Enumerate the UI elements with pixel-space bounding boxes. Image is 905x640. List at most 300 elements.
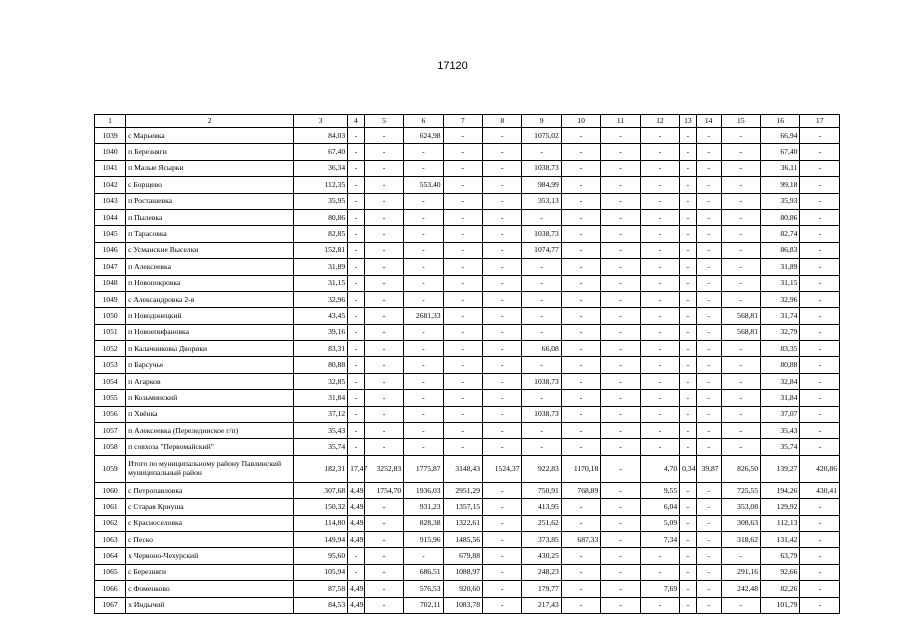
value-cell: 251,62 <box>522 515 561 531</box>
value-cell: - <box>680 482 697 498</box>
value-cell: - <box>640 308 679 324</box>
row-number: 1061 <box>95 499 126 515</box>
value-cell: - <box>364 515 403 531</box>
value-cell: 1075,02 <box>522 128 561 144</box>
value-cell: - <box>483 439 522 455</box>
value-cell: - <box>443 177 482 193</box>
value-cell: 37,07 <box>761 406 800 422</box>
value-cell: 35,95 <box>294 193 348 209</box>
value-cell: 553,40 <box>404 177 443 193</box>
value-cell: - <box>680 144 697 160</box>
value-cell: - <box>348 390 365 406</box>
column-header-14: 14 <box>696 115 721 128</box>
value-cell: - <box>696 160 721 176</box>
settlement-name: п Березняги <box>126 144 294 160</box>
value-cell: - <box>404 160 443 176</box>
value-cell: - <box>696 275 721 291</box>
table-row <box>95 373 840 389</box>
value-cell: - <box>601 423 640 439</box>
column-header-16: 16 <box>761 115 800 128</box>
value-cell: - <box>601 482 640 498</box>
value-cell: 826,50 <box>721 455 760 482</box>
value-cell: 4,49 <box>348 515 365 531</box>
value-cell: - <box>601 324 640 340</box>
value-cell: 32,85 <box>294 373 348 389</box>
value-cell: 984,99 <box>522 177 561 193</box>
row-number: 1056 <box>95 406 126 422</box>
value-cell: 2681,33 <box>404 308 443 324</box>
value-cell: 6,04 <box>640 499 679 515</box>
value-cell: - <box>443 373 482 389</box>
value-cell: - <box>561 128 600 144</box>
value-cell: - <box>696 406 721 422</box>
value-cell: - <box>640 373 679 389</box>
value-cell: - <box>696 128 721 144</box>
value-cell: - <box>364 324 403 340</box>
value-cell: - <box>721 291 760 307</box>
value-cell: - <box>443 308 482 324</box>
value-cell: - <box>483 597 522 613</box>
value-cell: 931,23 <box>404 499 443 515</box>
value-cell: - <box>483 308 522 324</box>
value-cell: 7,69 <box>640 581 679 597</box>
value-cell: - <box>680 242 697 258</box>
value-cell: - <box>680 341 697 357</box>
table-body <box>95 128 840 614</box>
value-cell: 828,38 <box>404 515 443 531</box>
value-cell: - <box>640 548 679 564</box>
row-number: 1050 <box>95 308 126 324</box>
value-cell: - <box>561 324 600 340</box>
value-cell: - <box>680 581 697 597</box>
value-cell: 67,40 <box>761 144 800 160</box>
value-cell: - <box>561 193 600 209</box>
value-cell: 1936,03 <box>404 482 443 498</box>
column-header-17: 17 <box>800 115 840 128</box>
value-cell: - <box>680 275 697 291</box>
value-cell: - <box>601 128 640 144</box>
value-cell: - <box>696 177 721 193</box>
value-cell: - <box>800 144 840 160</box>
value-cell: - <box>601 455 640 482</box>
value-cell: 17,47 <box>348 455 365 482</box>
value-cell: - <box>640 209 679 225</box>
value-cell: 86,83 <box>761 242 800 258</box>
value-cell: - <box>561 564 600 580</box>
value-cell: 242,48 <box>721 581 760 597</box>
value-cell: 3252,83 <box>364 455 403 482</box>
value-cell: 150,32 <box>294 499 348 515</box>
value-cell: - <box>800 341 840 357</box>
value-cell: 31,15 <box>294 275 348 291</box>
value-cell: - <box>483 177 522 193</box>
value-cell: 353,13 <box>522 193 561 209</box>
value-cell: - <box>483 531 522 547</box>
value-cell: 1357,15 <box>443 499 482 515</box>
table-row <box>95 564 840 580</box>
value-cell: - <box>483 564 522 580</box>
value-cell: - <box>404 341 443 357</box>
settlement-name: с Борщево <box>126 177 294 193</box>
value-cell: 1038,73 <box>522 373 561 389</box>
value-cell: 725,55 <box>721 482 760 498</box>
value-cell: - <box>348 548 365 564</box>
value-cell: 63,79 <box>761 548 800 564</box>
settlement-name: с Старая Криуша <box>126 499 294 515</box>
row-number: 1066 <box>95 581 126 597</box>
table-row <box>95 275 840 291</box>
value-cell: - <box>443 439 482 455</box>
value-cell: - <box>443 160 482 176</box>
row-number: 1060 <box>95 482 126 498</box>
row-number: 1055 <box>95 390 126 406</box>
settlement-name: п Барсучье <box>126 357 294 373</box>
value-cell: 35,93 <box>761 193 800 209</box>
value-cell: - <box>561 275 600 291</box>
value-cell: - <box>443 128 482 144</box>
value-cell: - <box>640 259 679 275</box>
value-cell: - <box>800 373 840 389</box>
value-cell: - <box>601 209 640 225</box>
value-cell: 308,63 <box>721 515 760 531</box>
settlement-name: Итого по муниципальному району Павлинский муниципальный район <box>126 455 294 482</box>
value-cell: - <box>443 259 482 275</box>
value-cell: - <box>680 390 697 406</box>
value-cell: 1524,37 <box>483 455 522 482</box>
value-cell: - <box>561 499 600 515</box>
value-cell: 1074,77 <box>522 242 561 258</box>
value-cell: - <box>404 226 443 242</box>
value-cell: - <box>522 275 561 291</box>
value-cell: 31,89 <box>294 259 348 275</box>
value-cell: - <box>640 390 679 406</box>
value-cell: - <box>364 242 403 258</box>
value-cell: 1088,97 <box>443 564 482 580</box>
value-cell: - <box>483 406 522 422</box>
value-cell: - <box>522 259 561 275</box>
value-cell: 2951,29 <box>443 482 482 498</box>
value-cell: - <box>364 275 403 291</box>
value-cell: - <box>680 128 697 144</box>
row-number: 1049 <box>95 291 126 307</box>
value-cell: - <box>443 341 482 357</box>
value-cell: - <box>680 209 697 225</box>
value-cell: - <box>483 423 522 439</box>
value-cell: - <box>483 128 522 144</box>
value-cell: 1038,73 <box>522 406 561 422</box>
value-cell: - <box>348 308 365 324</box>
value-cell: 32,96 <box>294 291 348 307</box>
table-row <box>95 482 840 498</box>
settlement-name: п Алексеевка <box>126 259 294 275</box>
value-cell: 31,74 <box>761 308 800 324</box>
value-cell: - <box>721 423 760 439</box>
value-cell: - <box>800 259 840 275</box>
value-cell: 568,81 <box>721 308 760 324</box>
table-row <box>95 128 840 144</box>
value-cell: - <box>721 177 760 193</box>
table-row <box>95 423 840 439</box>
value-cell: - <box>721 160 760 176</box>
value-cell: - <box>483 548 522 564</box>
settlement-name: п Хвёнка <box>126 406 294 422</box>
value-cell: - <box>348 144 365 160</box>
settlement-name: п Малые Ясырки <box>126 160 294 176</box>
column-header-13: 13 <box>680 115 697 128</box>
value-cell: 5,09 <box>640 515 679 531</box>
row-number: 1046 <box>95 242 126 258</box>
value-cell: - <box>364 209 403 225</box>
settlement-name: с Александровка 2-я <box>126 291 294 307</box>
value-cell: - <box>348 439 365 455</box>
value-cell: - <box>561 259 600 275</box>
value-cell: 35,74 <box>761 439 800 455</box>
value-cell: - <box>404 423 443 439</box>
value-cell: - <box>640 597 679 613</box>
value-cell: - <box>348 423 365 439</box>
value-cell: - <box>561 373 600 389</box>
value-cell: - <box>561 406 600 422</box>
value-cell: - <box>364 564 403 580</box>
value-cell: 686,51 <box>404 564 443 580</box>
value-cell: - <box>561 439 600 455</box>
value-cell: - <box>800 128 840 144</box>
value-cell: - <box>601 548 640 564</box>
value-cell: - <box>348 373 365 389</box>
column-header-5: 5 <box>364 115 403 128</box>
value-cell: - <box>443 193 482 209</box>
value-cell: 4,49 <box>348 581 365 597</box>
value-cell: - <box>721 226 760 242</box>
value-cell: 80,88 <box>761 357 800 373</box>
value-cell: - <box>483 373 522 389</box>
value-cell: - <box>561 209 600 225</box>
value-cell: 43,45 <box>294 308 348 324</box>
column-header-2: 2 <box>126 115 294 128</box>
value-cell: - <box>348 209 365 225</box>
value-cell: - <box>800 308 840 324</box>
value-cell: - <box>364 581 403 597</box>
value-cell: - <box>522 324 561 340</box>
table-row <box>95 390 840 406</box>
row-number: 1054 <box>95 373 126 389</box>
column-header-7: 7 <box>443 115 482 128</box>
value-cell: - <box>800 423 840 439</box>
settlement-name: п Тарасовка <box>126 226 294 242</box>
value-cell: 568,81 <box>721 324 760 340</box>
value-cell: 1485,56 <box>443 531 482 547</box>
value-cell: - <box>483 515 522 531</box>
value-cell: 83,31 <box>294 341 348 357</box>
value-cell: - <box>364 357 403 373</box>
value-cell: - <box>483 193 522 209</box>
row-number: 1045 <box>95 226 126 242</box>
row-number: 1047 <box>95 259 126 275</box>
value-cell: - <box>601 291 640 307</box>
settlement-name: п Алексеевка (Переледниское г/п) <box>126 423 294 439</box>
table-row <box>95 597 840 613</box>
value-cell: - <box>800 275 840 291</box>
table-row <box>95 324 840 340</box>
value-cell: 194,26 <box>761 482 800 498</box>
value-cell: - <box>522 423 561 439</box>
row-number: 1058 <box>95 439 126 455</box>
value-cell: - <box>601 439 640 455</box>
value-cell: 99,18 <box>761 177 800 193</box>
value-cell: - <box>404 548 443 564</box>
settlement-name: п Агарков <box>126 373 294 389</box>
settlement-name: с Березняги <box>126 564 294 580</box>
table-row <box>95 515 840 531</box>
row-number: 1040 <box>95 144 126 160</box>
value-cell: 87,58 <box>294 581 348 597</box>
value-cell: - <box>800 160 840 176</box>
settlement-name: п Новоепифановка <box>126 324 294 340</box>
value-cell: - <box>696 193 721 209</box>
value-cell: 4,49 <box>348 531 365 547</box>
value-cell: 413,95 <box>522 499 561 515</box>
value-cell: - <box>640 423 679 439</box>
value-cell: - <box>601 597 640 613</box>
value-cell: - <box>601 259 640 275</box>
value-cell: - <box>601 531 640 547</box>
value-cell: - <box>721 128 760 144</box>
value-cell: - <box>364 597 403 613</box>
value-cell: 80,88 <box>294 357 348 373</box>
value-cell: - <box>561 423 600 439</box>
value-cell: 39,16 <box>294 324 348 340</box>
value-cell: - <box>680 531 697 547</box>
value-cell: 95,60 <box>294 548 348 564</box>
value-cell: - <box>680 423 697 439</box>
settlement-name: х Червоно-Чехурский <box>126 548 294 564</box>
value-cell: - <box>721 357 760 373</box>
value-cell: - <box>364 406 403 422</box>
value-cell: - <box>721 209 760 225</box>
table-row <box>95 548 840 564</box>
value-cell: - <box>348 128 365 144</box>
value-cell: - <box>680 597 697 613</box>
value-cell: 217,43 <box>522 597 561 613</box>
value-cell: - <box>640 160 679 176</box>
row-number: 1048 <box>95 275 126 291</box>
value-cell: - <box>640 291 679 307</box>
value-cell: - <box>348 406 365 422</box>
value-cell: 37,12 <box>294 406 348 422</box>
value-cell: - <box>522 209 561 225</box>
value-cell: 32,79 <box>761 324 800 340</box>
value-cell: 4,49 <box>348 499 365 515</box>
value-cell: 430,41 <box>800 482 840 498</box>
value-cell: - <box>721 548 760 564</box>
value-cell: 0,34 <box>680 455 697 482</box>
value-cell: - <box>800 291 840 307</box>
column-header-6: 6 <box>404 115 443 128</box>
table-row <box>95 439 840 455</box>
value-cell: - <box>696 373 721 389</box>
value-cell: - <box>561 597 600 613</box>
value-cell: - <box>680 193 697 209</box>
value-cell: 922,83 <box>522 455 561 482</box>
value-cell: - <box>443 242 482 258</box>
value-cell: - <box>696 439 721 455</box>
value-cell: - <box>721 597 760 613</box>
value-cell: - <box>601 499 640 515</box>
row-number: 1067 <box>95 597 126 613</box>
value-cell: - <box>680 564 697 580</box>
table-row <box>95 531 840 547</box>
value-cell: - <box>721 242 760 258</box>
value-cell: - <box>522 144 561 160</box>
row-number: 1057 <box>95 423 126 439</box>
column-header-3: 3 <box>294 115 348 128</box>
column-header-1: 1 <box>95 115 126 128</box>
value-cell: - <box>364 548 403 564</box>
value-cell: - <box>640 226 679 242</box>
row-number: 1043 <box>95 193 126 209</box>
page-number: 17120 <box>437 60 468 72</box>
value-cell: - <box>721 275 760 291</box>
value-cell: 36,11 <box>761 160 800 176</box>
value-cell: - <box>800 390 840 406</box>
value-cell: - <box>680 291 697 307</box>
table-row <box>95 193 840 209</box>
value-cell: - <box>364 144 403 160</box>
column-header-10: 10 <box>561 115 600 128</box>
value-cell: - <box>800 193 840 209</box>
value-cell: - <box>483 390 522 406</box>
value-cell: - <box>483 144 522 160</box>
table-row <box>95 226 840 242</box>
value-cell: - <box>696 548 721 564</box>
value-cell: - <box>443 209 482 225</box>
value-cell: - <box>601 308 640 324</box>
column-header-8: 8 <box>483 115 522 128</box>
value-cell: - <box>601 581 640 597</box>
value-cell: 35,74 <box>294 439 348 455</box>
value-cell: 84,53 <box>294 597 348 613</box>
table-row <box>95 209 840 225</box>
value-cell: - <box>522 390 561 406</box>
value-cell: - <box>800 357 840 373</box>
value-cell: 1038,73 <box>522 226 561 242</box>
value-cell: - <box>561 515 600 531</box>
value-cell: - <box>696 291 721 307</box>
value-cell: - <box>640 242 679 258</box>
value-cell: 114,80 <box>294 515 348 531</box>
value-cell: 31,84 <box>294 390 348 406</box>
value-cell: - <box>800 515 840 531</box>
value-cell: 32,84 <box>761 373 800 389</box>
value-cell: 1170,18 <box>561 455 600 482</box>
value-cell: - <box>561 160 600 176</box>
value-cell: - <box>561 144 600 160</box>
value-cell: 112,35 <box>294 177 348 193</box>
value-cell: - <box>640 341 679 357</box>
value-cell: - <box>680 499 697 515</box>
value-cell: - <box>483 499 522 515</box>
value-cell: - <box>364 226 403 242</box>
value-cell: - <box>680 259 697 275</box>
value-cell: - <box>522 357 561 373</box>
value-cell: - <box>348 226 365 242</box>
value-cell: - <box>696 144 721 160</box>
row-number: 1039 <box>95 128 126 144</box>
value-cell: - <box>561 308 600 324</box>
value-cell: - <box>443 324 482 340</box>
settlement-name: п совхоза "Первомайский" <box>126 439 294 455</box>
value-cell: - <box>601 515 640 531</box>
